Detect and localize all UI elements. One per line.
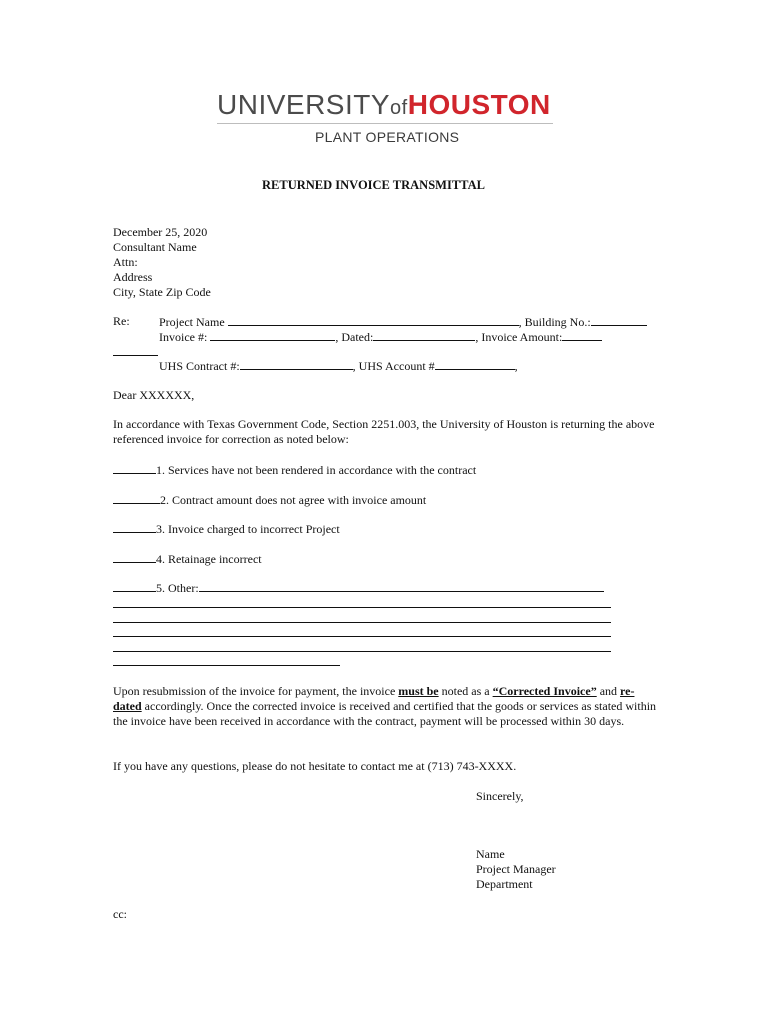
document-title: RETURNED INVOICE TRANSMITTAL bbox=[262, 178, 485, 192]
city-line: City, State Zip Code bbox=[113, 285, 211, 299]
other-rule-5 bbox=[113, 665, 340, 666]
building-no-blank bbox=[591, 314, 647, 326]
other-rule-2 bbox=[113, 622, 611, 623]
checklist-text-3: 3. Invoice charged to incorrect Project bbox=[156, 522, 340, 536]
must-be-emphasis: must be bbox=[398, 684, 439, 698]
checklist-blank-3 bbox=[113, 521, 156, 533]
invoice-amount-label: , Invoice Amount: bbox=[475, 330, 563, 344]
checklist-item-5 bbox=[113, 580, 604, 596]
salutation: Dear XXXXXX, bbox=[113, 388, 195, 402]
logo-of-text: of bbox=[390, 97, 408, 119]
re-line-2 bbox=[159, 329, 602, 345]
logo-university-text: UNIVERSITY bbox=[217, 89, 391, 120]
invoice-amount-continuation-rule bbox=[113, 355, 158, 356]
address-line: Address bbox=[113, 270, 153, 284]
corrected-invoice-emphasis: “Corrected Invoice” bbox=[492, 684, 597, 698]
checklist-text-5: 5. Other: bbox=[156, 581, 199, 595]
checklist-item-3 bbox=[113, 521, 340, 537]
university-logo bbox=[217, 91, 551, 119]
uhs-contract-blank bbox=[240, 358, 353, 370]
closing: Sincerely, bbox=[476, 789, 524, 803]
resubmission-text-1: Upon resubmission of the invoice for payment, the invoice bbox=[113, 684, 399, 698]
invoice-no-label: Invoice #: bbox=[159, 330, 208, 344]
other-rule-3 bbox=[113, 636, 611, 637]
checklist-blank-5 bbox=[113, 580, 156, 592]
project-name-label: Project Name bbox=[159, 315, 225, 329]
dated-blank bbox=[373, 329, 475, 341]
checklist-blank-2 bbox=[113, 492, 160, 504]
checklist-text-1: 1. Services have not been rendered in accordance with the contract bbox=[156, 463, 477, 477]
uhs-account-blank bbox=[435, 358, 515, 370]
checklist-item-1 bbox=[113, 462, 476, 478]
uhs-contract-label: UHS Contract #: bbox=[159, 359, 240, 373]
checklist-blank-1 bbox=[113, 462, 156, 474]
building-no-label: , Building No.: bbox=[518, 315, 591, 329]
resubmission-text-4: accordingly. Once the corrected invoice is received and certified that the goods or services as stated within the invoice have been received in accordance with the contract, payment will be processed within 30 days. bbox=[113, 699, 657, 728]
re-label: Re: bbox=[113, 314, 130, 328]
attn-line: Attn: bbox=[113, 255, 138, 269]
questions-line: If you have any questions, please do not hesitate to contact me at (713) 743-XXXX. bbox=[113, 759, 517, 773]
signature-name: Name bbox=[476, 847, 505, 861]
dated-label: , Dated: bbox=[335, 330, 374, 344]
checklist-item-4 bbox=[113, 551, 262, 567]
checklist-blank-4 bbox=[113, 551, 156, 563]
re-dated-emphasis: re-dated bbox=[113, 684, 635, 713]
signature-title: Project Manager bbox=[476, 862, 556, 876]
letter-date: December 25, 2020 bbox=[113, 225, 208, 239]
other-rule-1 bbox=[113, 607, 611, 608]
other-rule-4 bbox=[113, 651, 611, 652]
address-block bbox=[113, 225, 211, 300]
consultant-name: Consultant Name bbox=[113, 240, 197, 254]
logo-houston-text: HOUSTON bbox=[407, 89, 551, 120]
signature-block bbox=[476, 847, 556, 892]
invoice-no-blank bbox=[210, 329, 335, 341]
checklist-text-4: 4. Retainage incorrect bbox=[156, 552, 262, 566]
logo-divider bbox=[217, 123, 553, 124]
checklist-item-2 bbox=[113, 492, 426, 508]
logo-department: PLANT OPERATIONS bbox=[315, 129, 460, 145]
re-trailing-comma: , bbox=[514, 359, 518, 373]
resubmission-text-3: and bbox=[596, 684, 621, 698]
invoice-amount-blank bbox=[562, 329, 602, 341]
project-name-blank bbox=[228, 314, 519, 326]
uhs-account-label: , UHS Account # bbox=[352, 359, 435, 373]
intro-paragraph: In accordance with Texas Government Code, Section 2251.003, the University of Houston is returning the above referenced invoice for correction as noted below: bbox=[113, 417, 655, 446]
re-line-1 bbox=[159, 314, 647, 330]
checklist-text-2: 2. Contract amount does not agree with invoice amount bbox=[160, 493, 427, 507]
re-line-3 bbox=[159, 358, 518, 374]
signature-department: Department bbox=[476, 877, 533, 891]
resubmission-paragraph bbox=[113, 684, 658, 729]
resubmission-text-2: noted as a bbox=[438, 684, 493, 698]
cc-label: cc: bbox=[113, 907, 127, 921]
other-blank bbox=[199, 580, 604, 592]
